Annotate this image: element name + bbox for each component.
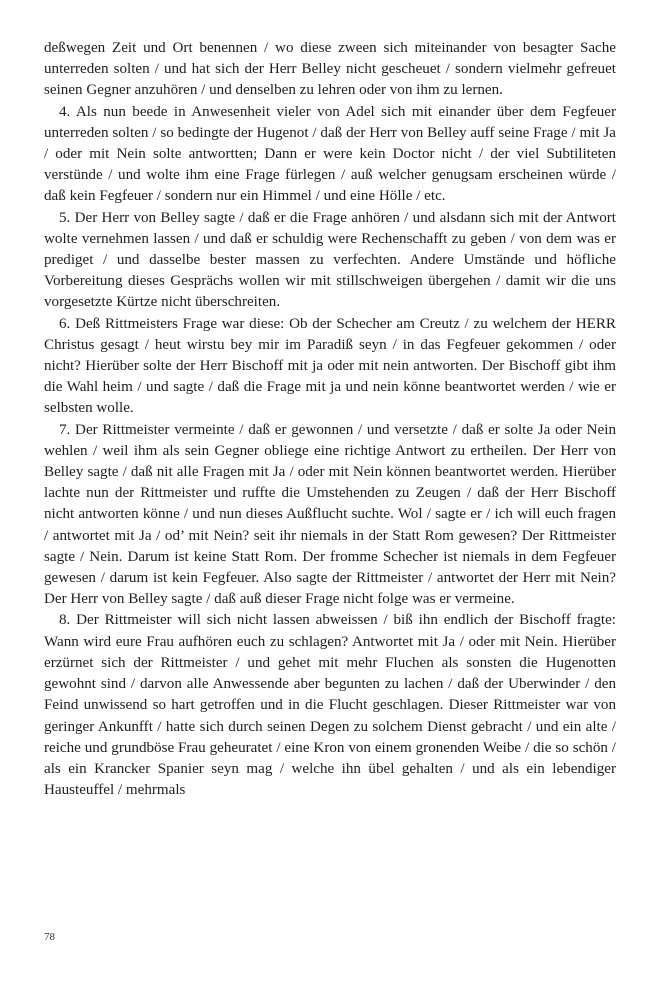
paragraph-7: 7. Der Rittmeister vermeinte / daß er gewonnen / und versetzte / daß er solte Ja oder Nein wehlen / weil ihm als sein Gegner obliege eine richtige Antwort zu ertheilen. Der Herr von Belley sagte / daß nit alle Fragen mit Ja / oder mit Nein können beantwortet werden. Hierüber lachte nun der Rittmeister und ruffte die Umstehenden zu Zeugen / daß der Herr Bischoff nicht antworten könne / und nun dieses Außflucht suchte. Wol / sagte er / ich will euch fragen / antwortet mit Ja / od’ mit Nein? seit ihr niemals in der Statt Rom gewesen? Der Rittmeister sagte / Nein. Darum ist keine Statt Rom. Der fromme Schecher ist niemals in dem Fegfeuer gewesen / darum ist kein Fegfeuer. Also sagte der Rittmeister / antwortet der Herr mit Nein? Der Herr von Belley sagte / daß auß dieser Frage nicht folge was er vermeine. <box>44 421 616 608</box>
paragraph-8: 8. Der Rittmeister will sich nicht lassen abweissen / biß ihn endlich der Bischoff fragte: Wann wird eure Frau aufhören euch zu schlagen? Antwortet mit Ja / oder mit Nein. Hierüber erzürnet sich der Rittmeister / und gehet mit mehr Fluchen als sonsten die Hugenotten gewohnt sind / darvon alle Anwessende aber begunten zu lachen / daß der Uberwinder / den Feind unwissend so hart getroffen und in die Flucht geschlagen. Dieser Rittmeister war von geringer Ankunfft / hatte sich durch seinen Degen zu solchem Dienst gebracht / und ein alte / reiche und grundböse Frau geheuratet / eine Kron von einem gronenden Weibe / die so schön / als ein Krancker Spanier seyn mag / welche ihn übel gehalten / und als ein lebendiger Hausteuffel / mehrmals <box>44 612 616 799</box>
body-text <box>44 38 616 801</box>
paragraph-continuation: deßwegen Zeit und Ort benennen / wo diese zween sich miteinander von besagter Sache unterreden solten / und hat sich der Herr Belley nicht gescheuet / sondern vielmehr gefreuet seinen Gegner anzuhören / und denselben zu lehren oder von ihm zu lernen. <box>44 40 616 99</box>
paragraph-4: 4. Als nun beede in Anwesenheit vieler von Adel sich mit einander über dem Fegfeuer unterreden solten / so bedingte der Hugenot / daß der Herr von Belley auff seine Frage / mit Ja / oder mit Nein solte antwortten; Dann er were kein Doctor nicht / der viel Subtiliteten verstünde / und wolte ihm eine Frage fürlegen / auß welcher genugsam erscheinen würde / daß kein Fegfeuer / sondern nur ein Himmel / und eine Hölle / etc. <box>44 103 616 205</box>
paragraph-6: 6. Deß Rittmeisters Frage war diese: Ob der Schecher am Creutz / zu welchem der HERR Christus gesagt / heut wirstu bey mir im Paradiß seyn / in das Fegfeuer gekommen / oder nicht? Hierüber solte der Herr Bischoff mit ja oder mit nein antworten. Der Bischoff gibt ihm die Wahl heim / und sagte / daß die Frage mit ja und nein könne beantwortet werden / wie er selbsten wolle. <box>44 315 616 417</box>
paragraph-5: 5. Der Herr von Belley sagte / daß er die Frage anhören / und alsdann sich mit der Antwort wolte vernehmen lassen / und daß er schuldig were Rechenschafft zu geben / von dem was er prediget / und dasselbe bester massen zu verfechten. Andere Umstände und höfliche Vorbereitung dieses Gesprächs wollen wir mit stillschweigen übergehen / damit wir die uns vorgesetzte Kürtze nicht überschreiten. <box>44 209 616 311</box>
page-number: 78 <box>44 931 55 943</box>
